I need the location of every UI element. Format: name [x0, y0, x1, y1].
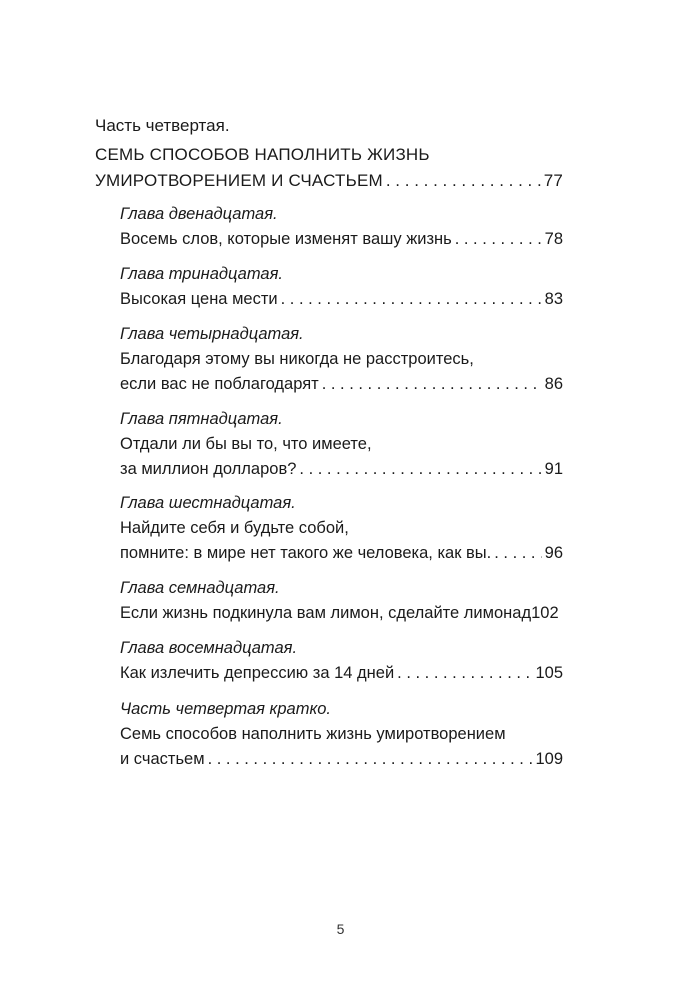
chapter-label: Глава семнадцатая. — [120, 579, 280, 597]
toc-entry-chapter-15 — [120, 407, 563, 482]
part-title — [95, 142, 563, 194]
entry-title-line1: Найдите себя и будьте собой, — [120, 519, 349, 537]
entry-title-line1: Отдали ли бы вы то, что имеете, — [120, 435, 372, 453]
entry-page-number: 96 — [544, 544, 563, 562]
dot-leader — [208, 747, 533, 772]
entry-row — [120, 287, 563, 312]
entry-page-number: 105 — [535, 664, 563, 682]
entry-title: Если жизнь подкинула вам лимон, сделайте лимонад — [120, 604, 532, 622]
entry-title: Высокая цена мести — [120, 290, 278, 308]
toc-entry-chapter-12 — [120, 202, 563, 252]
entry-title: Как излечить депрессию за 14 дней — [120, 664, 395, 682]
part-title-line2: УМИРОТВОРЕНИЕМ И СЧАСТЬЕМ — [95, 171, 383, 190]
entry-row — [120, 541, 563, 566]
entry-row — [120, 661, 563, 686]
entry-title-line1: Семь способов наполнить жизнь умиротворением — [120, 725, 506, 743]
entry-page-number: 83 — [544, 290, 563, 308]
entry-page-number: 78 — [544, 230, 563, 248]
toc-entry-chapter-17 — [120, 576, 563, 626]
chapter-label: Глава восемнадцатая. — [120, 639, 298, 657]
part-label: Часть четвертая. — [95, 116, 230, 135]
entry-row — [120, 601, 563, 626]
entry-page-number: 109 — [535, 750, 563, 768]
toc-entry-chapter-14 — [120, 322, 563, 397]
entry-title-line1: Благодаря этому вы никогда не расстроитесь, — [120, 350, 474, 368]
page-number: 5 — [336, 921, 345, 937]
entry-title-line2: и счастьем — [120, 750, 205, 768]
dot-leader — [455, 227, 542, 252]
toc-entry-chapter-18 — [120, 636, 563, 686]
entry-row — [120, 747, 563, 772]
entry-row — [120, 227, 563, 252]
entry-row — [120, 372, 563, 397]
dot-leader — [494, 541, 541, 566]
toc-entry-chapter-13 — [120, 262, 563, 312]
chapter-label: Глава четырнадцатая. — [120, 325, 304, 343]
entry-page-number: 102 — [531, 604, 559, 622]
entry-page-number: 91 — [544, 460, 563, 478]
chapter-label: Глава шестнадцатая. — [120, 494, 296, 512]
entry-page-number: 86 — [544, 375, 563, 393]
dot-leader — [386, 168, 541, 194]
entry-title: Восемь слов, которые изменят вашу жизнь — [120, 230, 452, 248]
dot-leader — [281, 287, 542, 312]
entry-title-line2: если вас не поблагодарят — [120, 375, 319, 393]
part-page-number: 77 — [543, 171, 563, 190]
entry-row — [120, 457, 563, 482]
part-title-row — [95, 168, 563, 194]
chapter-label: Глава двенадцатая. — [120, 205, 278, 223]
toc-entry-chapter-16 — [120, 491, 563, 566]
chapter-label: Глава тринадцатая. — [120, 265, 283, 283]
toc-entry-part-summary — [120, 697, 563, 772]
chapter-label: Часть четвертая кратко. — [120, 700, 331, 718]
entry-title-line2: за миллион долларов? — [120, 460, 297, 478]
part-title-line1: СЕМЬ СПОСОБОВ НАПОЛНИТЬ ЖИЗНЬ — [95, 145, 430, 164]
dot-leader — [397, 661, 532, 686]
dot-leader — [322, 372, 542, 397]
chapter-label: Глава пятнадцатая. — [120, 410, 283, 428]
dot-leader — [299, 457, 541, 482]
entry-title-line2: помните: в мире нет такого же человека, как вы. — [120, 544, 492, 562]
